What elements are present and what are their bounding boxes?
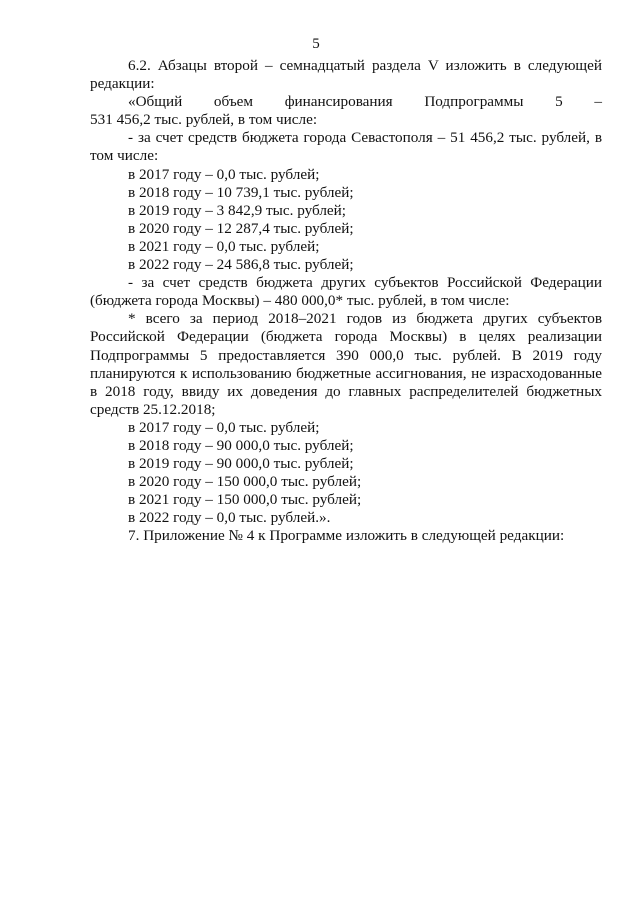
other-regions-budget: - за счет средств бюджета других субъектов Российской Федерации (бюджета города Москвы) – 480 000,0* тыс. рублей, в том числе:	[90, 274, 602, 310]
financing-word: 5	[555, 93, 563, 111]
financing-word: «Общий	[128, 93, 183, 111]
footnote: * всего за период 2018–2021 годов из бюджета других субъектов Российской Федерации (бюджета города Москвы) в целях реализации Подпрограммы 5 предоставляется 390 000,0 тыс. рублей. В 2019 году планируются к использованию бюджетные ассигнования, не израсходованные в 2018 году, ввиду их доведения до главных распределителей бюджетных средств 25.12.2018;	[90, 310, 602, 418]
moscow-year-2018: в 2018 году – 90 000,0 тыс. рублей;	[128, 436, 354, 454]
moscow-year-2020: в 2020 году – 150 000,0 тыс. рублей;	[128, 473, 362, 491]
item-6-2-intro: 6.2. Абзацы второй – семнадцатый раздела V изложить в следующей редакции:	[90, 57, 602, 93]
sevastopol-year-2020: в 2020 году – 12 287,4 тыс. рублей;	[128, 219, 354, 237]
moscow-year-2017: в 2017 году – 0,0 тыс. рублей;	[128, 418, 320, 436]
financing-word: –	[594, 93, 602, 111]
sevastopol-budget: - за счет средств бюджета города Севастополя – 51 456,2 тыс. рублей, в том числе:	[90, 129, 602, 165]
financing-word: объем	[213, 93, 254, 111]
sevastopol-year-2019: в 2019 году – 3 842,9 тыс. рублей;	[128, 201, 346, 219]
sevastopol-year-2017: в 2017 году – 0,0 тыс. рублей;	[128, 165, 320, 183]
financing-total: 531 456,2 тыс. рублей, в том числе:	[90, 111, 318, 129]
moscow-year-2021: в 2021 году – 150 000,0 тыс. рублей;	[128, 491, 362, 509]
financing-total-line	[90, 93, 602, 111]
sevastopol-year-2022: в 2022 году – 24 586,8 тыс. рублей;	[128, 256, 354, 274]
page-number: 5	[312, 36, 320, 52]
moscow-year-2022: в 2022 году – 0,0 тыс. рублей.».	[128, 509, 331, 527]
sevastopol-year-2021: в 2021 году – 0,0 тыс. рублей;	[128, 237, 320, 255]
document-body	[90, 57, 602, 546]
sevastopol-year-2018: в 2018 году – 10 739,1 тыс. рублей;	[128, 183, 354, 201]
item-7: 7. Приложение № 4 к Программе изложить в следующей редакции:	[128, 527, 565, 545]
moscow-year-2019: в 2019 году – 90 000,0 тыс. рублей;	[128, 455, 354, 473]
financing-word: финансирования	[284, 93, 393, 111]
financing-word: Подпрограммы	[424, 93, 524, 111]
